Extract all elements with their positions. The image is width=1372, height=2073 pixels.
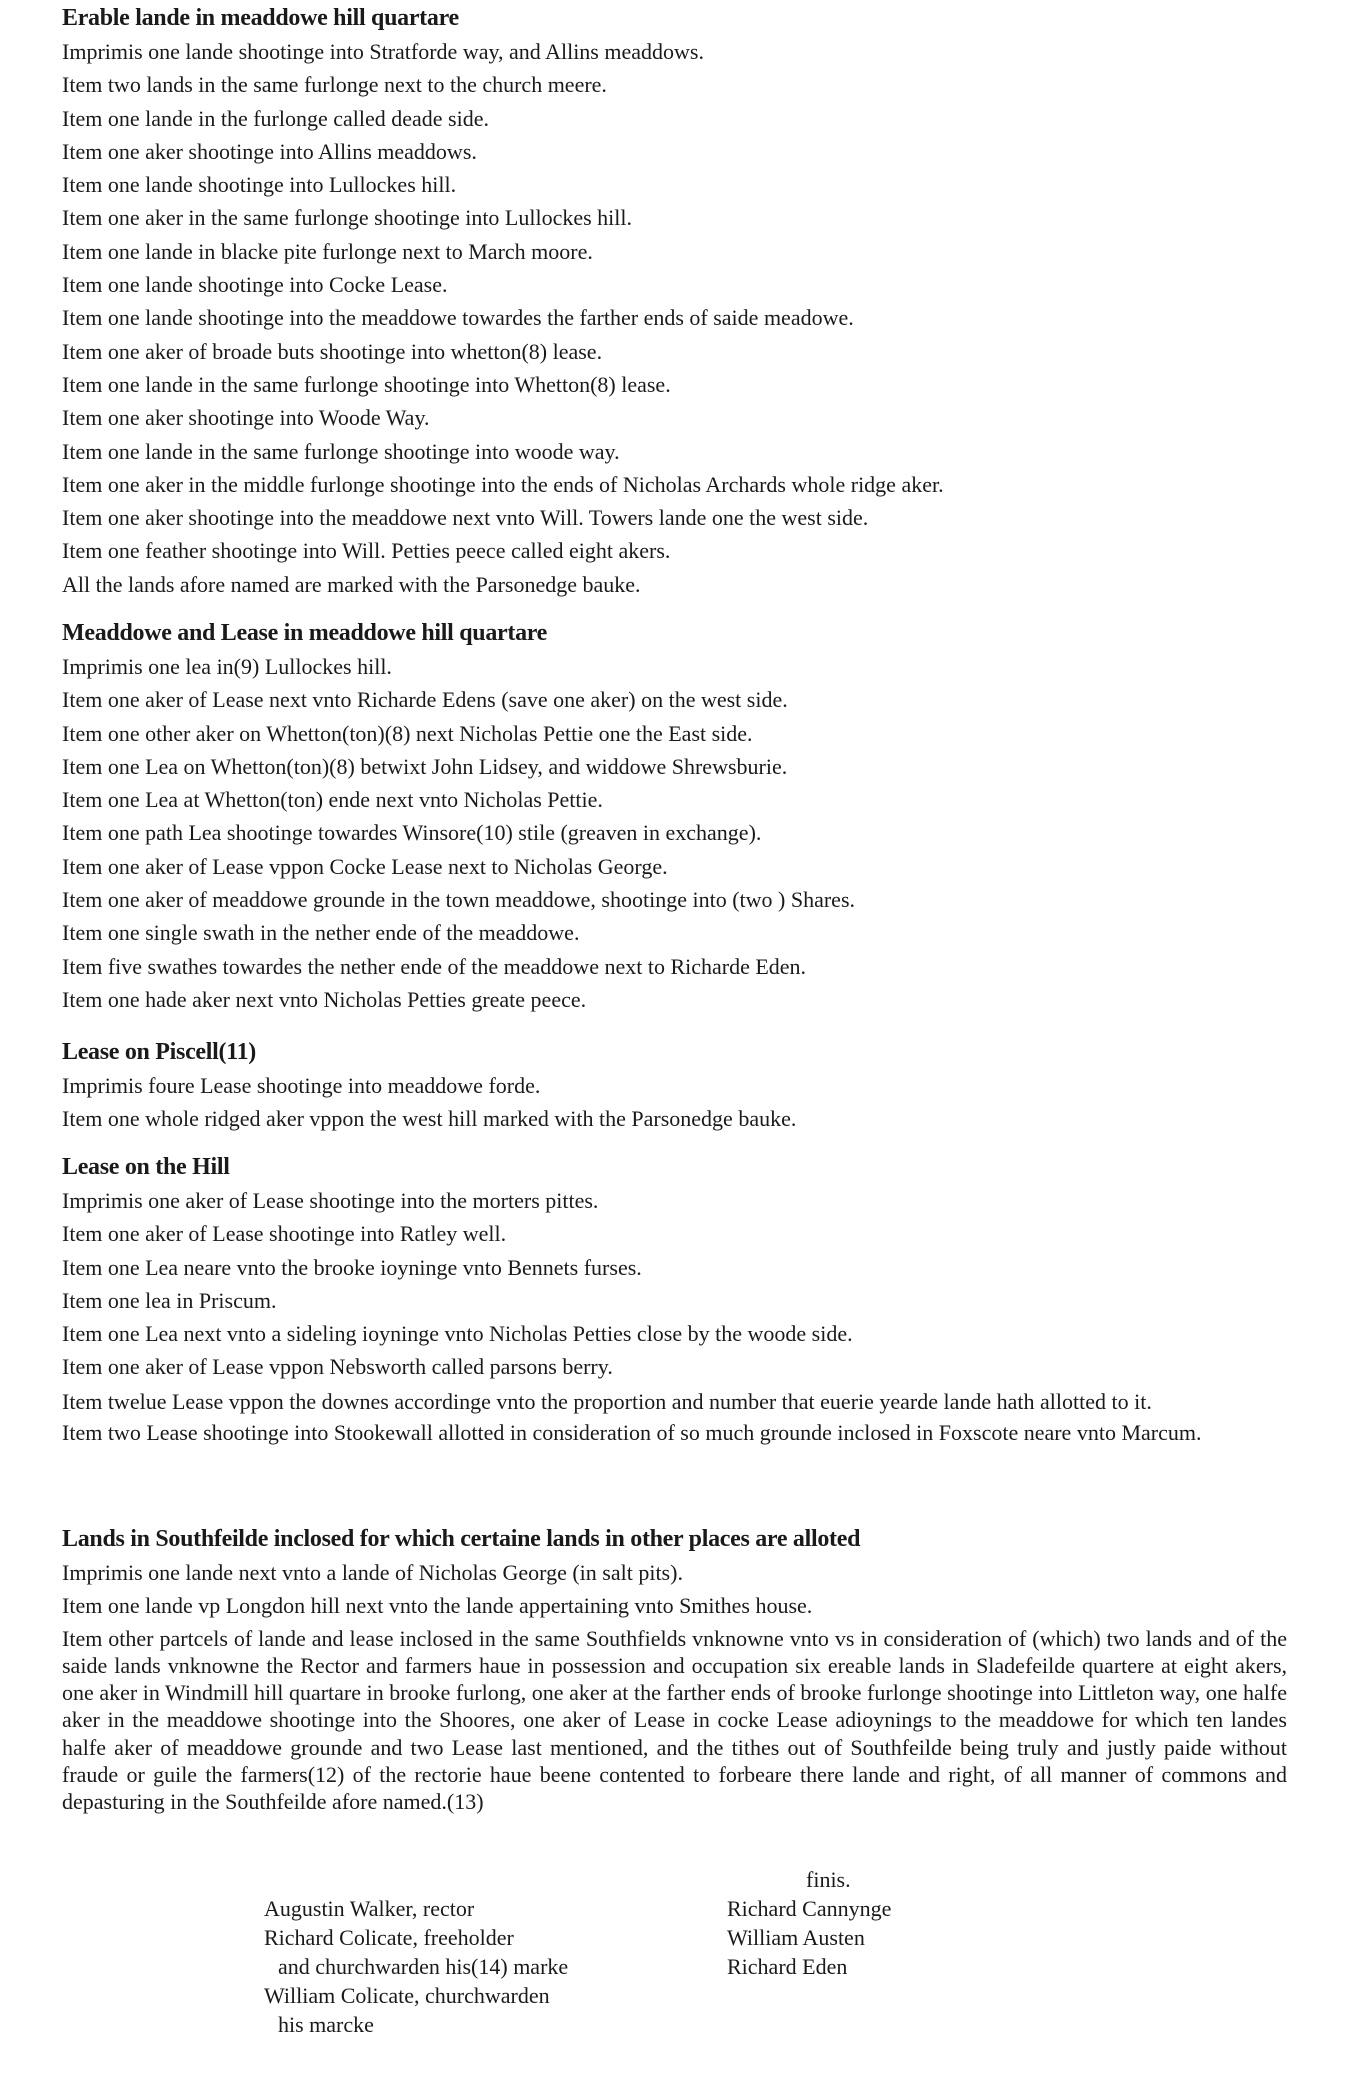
- entry-line: Item one lande vp Longdon hill next vnto the lande appertaining vnto Smithes house.: [62, 1593, 813, 1619]
- entry-paragraph: Item two Lease shootinge into Stookewall allotted in consideration of so much grounde inclosed in Foxscote neare vnto Marcum.: [62, 1420, 1202, 1446]
- entry-line: Item one Lea next vnto a sideling ioyninge vnto Nicholas Petties close by the woode side.: [62, 1321, 853, 1347]
- entry-paragraph: Item other partcels of lande and lease inclosed in the same Southfields vnknowne vnto vs in consideration of (which) two lands and of the saide lands vnknowne the Rector and farmers haue in possession and occupation six ereable lands in Sladefeilde quartere at eight akers, one aker in Windmill hill quartare in brooke furlong, one aker at the farther ends of brooke furlonge shootinge into Littleton way, one halfe aker in the meaddowe shootinge into the Shoores, one aker of Lease in cocke Lease adioynings to the meaddowe for which ten landes halfe aker of meaddowe grounde and two Lease last mentioned, and the tithes out of Southfeilde being truly and justly paide without fraude or guile the farmers(12) of the rectorie haue beene contented to forbeare there lande and right, of all manner of commons and depasturing in the Southfeilde afore named.(13): [62, 1625, 1287, 1815]
- entry-line: Item one aker of meaddowe grounde in the town meaddowe, shootinge into (two ) Shares.: [62, 887, 856, 913]
- signatory-name: William Austen: [727, 1925, 865, 1950]
- finis-text: finis.: [806, 1867, 851, 1892]
- entry-line: Item one aker in the middle furlonge shootinge into the ends of Nicholas Archards whole ridge aker.: [62, 471, 944, 497]
- entry-line: Item one aker of broade buts shootinge into whetton(8) lease.: [62, 338, 603, 364]
- entry-line: Item one Lea at Whetton(ton) ende next vnto Nicholas Pettie.: [62, 787, 603, 813]
- entry-line: Imprimis one lande shootinge into Stratforde way, and Allins meaddows.: [62, 39, 704, 64]
- entry-line: All the lands afore named are marked with the Parsonedge bauke.: [62, 571, 641, 597]
- entry-line: Item one hade aker next vnto Nicholas Petties greate peece.: [62, 986, 587, 1012]
- section-southfeilde-inclosed: [62, 1523, 1312, 1820]
- entry-line: Item one aker shootinge into Allins meaddows.: [62, 138, 477, 164]
- entry-line: Item one aker of Lease vppon Cocke Lease next to Nicholas George.: [62, 853, 668, 879]
- entry-line: Item one aker in the same furlonge shootinge into Lullockes hill.: [62, 205, 633, 231]
- entry-line: Item one lande shootinge into Lullockes hill.: [62, 172, 457, 198]
- section-meaddowe-lease: [62, 617, 1312, 1016]
- entry-line: Item one path Lea shootinge towardes Winsore(10) stile (greaven in exchange).: [62, 820, 762, 846]
- section-heading: Erable lande in meaddowe hill quartare: [62, 5, 459, 31]
- signatory-name: Augustin Walker, rector: [264, 1896, 475, 1921]
- section-erable-lande: [62, 2, 1312, 601]
- entry-line: Item five swathes towardes the nether ende of the meaddowe next to Richarde Eden.: [62, 953, 807, 979]
- entry-line: Item one lea in Priscum.: [62, 1287, 277, 1313]
- entry-line: Imprimis one lea in(9) Lullockes hill.: [62, 654, 392, 679]
- finis-label: [806, 1865, 851, 1894]
- entry-line: Item one lande in blacke pite furlonge next to March moore.: [62, 238, 593, 264]
- entry-line: Item one other aker on Whetton(ton)(8) next Nicholas Pettie one the East side.: [62, 720, 753, 746]
- entry-line: Item one aker of Lease next vnto Richarde Edens (save one aker) on the west side.: [62, 687, 788, 713]
- signatures-left: [264, 1894, 568, 2039]
- entry-line: Imprimis foure Lease shootinge into meaddowe forde.: [62, 1073, 541, 1098]
- entry-paragraph: Item twelue Lease vppon the downes accordinge vnto the proportion and number that euerie yearde lande hath allotted to it.: [62, 1388, 1152, 1414]
- section-heading: Lands in Southfeilde inclosed for which certaine lands in other places are alloted: [62, 1526, 861, 1552]
- entry-line: Item one aker of Lease shootinge into Ratley well.: [62, 1221, 507, 1247]
- signatory-name: William Colicate, churchwarden: [264, 1983, 550, 2008]
- section-heading: Lease on the Hill: [62, 1154, 230, 1180]
- entry-line: Item one lande shootinge into the meaddowe towardes the farther ends of saide meadowe.: [62, 305, 854, 331]
- entry-line: Item one lande in the same furlonge shootinge into Whetton(8) lease.: [62, 371, 671, 397]
- entry-line: Item one aker of Lease vppon Nebsworth called parsons berry.: [62, 1354, 613, 1380]
- entry-line: Imprimis one lande next vnto a lande of Nicholas George (in salt pits).: [62, 1560, 683, 1585]
- entry-line: Item one Lea neare vnto the brooke ioyninge vnto Bennets furses.: [62, 1254, 642, 1280]
- entry-line: Item one feather shootinge into Will. Petties peece called eight akers.: [62, 538, 671, 564]
- signatory-name: his marcke: [278, 2012, 374, 2037]
- entry-line: Imprimis one aker of Lease shootinge into the morters pittes.: [62, 1188, 599, 1213]
- signatory-name: and churchwarden his(14) marke: [278, 1954, 569, 1979]
- signatory-name: Richard Colicate, freeholder: [264, 1925, 514, 1950]
- entry-line: Item one single swath in the nether ende of the meaddowe.: [62, 920, 580, 946]
- section-heading: Lease on Piscell(11): [62, 1039, 256, 1065]
- entry-line: Item one whole ridged aker vppon the west hill marked with the Parsonedge bauke.: [62, 1106, 797, 1132]
- signatory-name: Richard Cannynge: [727, 1896, 892, 1921]
- signatory-name: Richard Eden: [727, 1954, 848, 1979]
- signatures-right: [727, 1894, 891, 1981]
- entry-line: Item one lande shootinge into Cocke Lease.: [62, 272, 448, 298]
- entry-line: Item one Lea on Whetton(ton)(8) betwixt John Lidsey, and widdowe Shrewsburie.: [62, 753, 788, 779]
- section-lease-on-the-hill: [62, 1151, 1312, 1451]
- section-heading: Meaddowe and Lease in meaddowe hill quartare: [62, 620, 548, 646]
- entry-line: Item one lande in the same furlonge shootinge into woode way.: [62, 438, 620, 464]
- entry-line: Item one aker shootinge into Woode Way.: [62, 405, 430, 431]
- entry-line: Item two lands in the same furlonge next to the church meere.: [62, 72, 607, 98]
- entry-line: Item one aker shootinge into the meaddowe next vnto Will. Towers lande one the west side.: [62, 505, 869, 531]
- section-lease-on-piscell: [62, 1036, 1312, 1136]
- entry-line: Item one lande in the furlonge called deade side.: [62, 105, 489, 131]
